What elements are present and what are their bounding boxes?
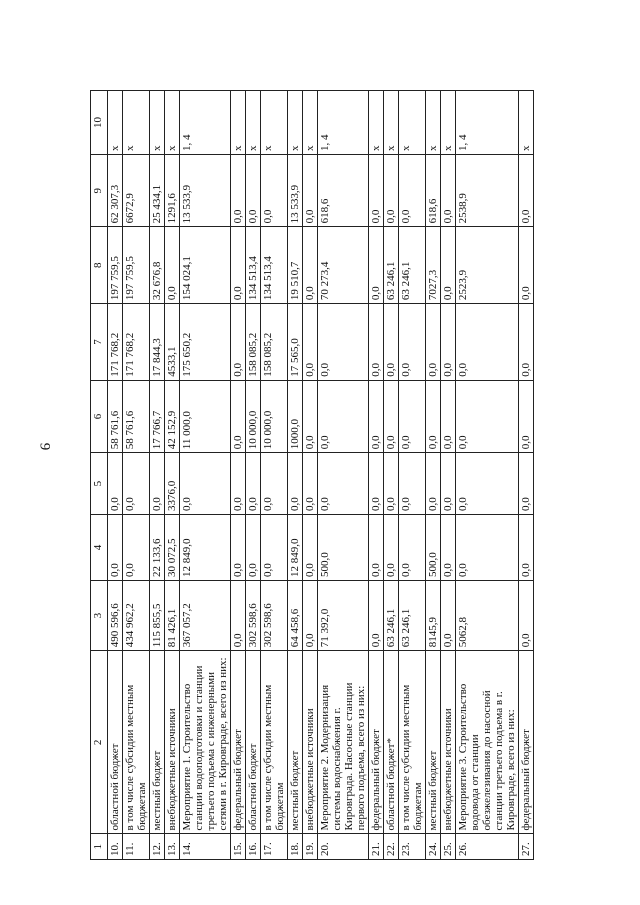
cell-value: 58 761,6 <box>123 380 150 452</box>
cell-value: 0,0 <box>108 453 123 515</box>
cell-value: 0,0 <box>384 380 399 452</box>
cell-value: x <box>246 91 261 155</box>
cell-value: 71 392,0 <box>318 580 369 650</box>
table-row <box>246 91 261 860</box>
cell-value: 0,0 <box>180 453 231 515</box>
cell-value: 302 598,6 <box>261 580 288 650</box>
cell-value: 0,0 <box>318 453 369 515</box>
cell-value: 618,6 <box>426 155 441 227</box>
cell-value: 0,0 <box>246 453 261 515</box>
column-header: 3 <box>91 580 108 650</box>
row-description: в том числе субсидии местным бюджетам <box>123 651 150 834</box>
cell-value: 62 307,3 <box>108 155 123 227</box>
row-number: 12. <box>150 834 165 860</box>
cell-value: 70 273,4 <box>318 227 369 304</box>
cell-value: 197 759,5 <box>108 227 123 304</box>
header-row <box>91 91 108 860</box>
cell-value: 6672,9 <box>123 155 150 227</box>
cell-value: 0,0 <box>369 155 384 227</box>
cell-value: 0,0 <box>150 453 165 515</box>
row-number: 19. <box>303 834 318 860</box>
cell-value: 1000,0 <box>288 380 303 452</box>
table-row <box>369 91 384 860</box>
cell-value: 0,0 <box>123 453 150 515</box>
cell-value: 0,0 <box>288 453 303 515</box>
cell-value: 0,0 <box>384 155 399 227</box>
cell-value: 10 000,0 <box>246 380 261 452</box>
cell-value: 0,0 <box>426 304 441 381</box>
row-description: внебюджетные источники <box>303 651 318 834</box>
cell-value: 81 426,1 <box>165 580 180 650</box>
cell-value: 63 246,1 <box>399 580 426 650</box>
table-row <box>384 91 399 860</box>
cell-value: 0,0 <box>303 514 318 580</box>
cell-value: 58 761,6 <box>108 380 123 452</box>
cell-value: 0,0 <box>456 514 519 580</box>
cell-value: 0,0 <box>231 380 246 452</box>
cell-value: 0,0 <box>519 580 534 650</box>
cell-value: 12 849,0 <box>288 514 303 580</box>
cell-value: 10 000,0 <box>261 380 288 452</box>
cell-value: 0,0 <box>456 380 519 452</box>
table-row <box>150 91 165 860</box>
cell-value: 13 533,9 <box>288 155 303 227</box>
cell-value: 500,0 <box>318 514 369 580</box>
cell-value: 0,0 <box>399 304 426 381</box>
row-number: 16. <box>246 834 261 860</box>
budget-table <box>90 90 534 860</box>
cell-value: 17 766,7 <box>150 380 165 452</box>
cell-value: 490 596,6 <box>108 580 123 650</box>
cell-value: 0,0 <box>441 453 456 515</box>
cell-value: 0,0 <box>231 453 246 515</box>
cell-value: 63 246,1 <box>399 227 426 304</box>
cell-value: 0,0 <box>519 227 534 304</box>
cell-value: 0,0 <box>399 514 426 580</box>
cell-value: 0,0 <box>231 227 246 304</box>
row-description: Мероприятие 1. Строительство станции водоподготовки и станции третьего подъема с инженерными сетями в г. Кировграде, всего из них: <box>180 651 231 834</box>
cell-value: 0,0 <box>441 514 456 580</box>
row-description: внебюджетные источники <box>165 651 180 834</box>
cell-value: 134 513,4 <box>261 227 288 304</box>
cell-value: 434 962,2 <box>123 580 150 650</box>
row-description: местный бюджет <box>426 651 441 834</box>
cell-value: 0,0 <box>303 380 318 452</box>
cell-value: 22 133,6 <box>150 514 165 580</box>
row-number: 23. <box>399 834 426 860</box>
cell-value: 175 650,2 <box>180 304 231 381</box>
column-header: 4 <box>91 514 108 580</box>
cell-value: x <box>261 91 288 155</box>
page-number: 9 <box>36 442 53 451</box>
row-number: 22. <box>384 834 399 860</box>
row-description: федеральный бюджет <box>519 651 534 834</box>
row-number: 10. <box>108 834 123 860</box>
cell-value: 0,0 <box>519 380 534 452</box>
table-row <box>426 91 441 860</box>
cell-value: 0,0 <box>303 227 318 304</box>
cell-value: 171 768,2 <box>108 304 123 381</box>
cell-value: 367 057,2 <box>180 580 231 650</box>
cell-value: 0,0 <box>384 514 399 580</box>
cell-value: 19 510,7 <box>288 227 303 304</box>
cell-value: 11 000,0 <box>180 380 231 452</box>
row-number: 13. <box>165 834 180 860</box>
cell-value: 171 768,2 <box>123 304 150 381</box>
table-row <box>108 91 123 860</box>
cell-value: 0,0 <box>519 304 534 381</box>
row-number: 25. <box>441 834 456 860</box>
cell-value: 500,0 <box>426 514 441 580</box>
table-row <box>399 91 426 860</box>
cell-value: 0,0 <box>231 304 246 381</box>
cell-value: 64 458,6 <box>288 580 303 650</box>
column-header: 9 <box>91 155 108 227</box>
table-row <box>318 91 369 860</box>
cell-value: 0,0 <box>441 227 456 304</box>
row-description: Мероприятие 2. Модернизация системы водоснабжения г. Кировграда. Насосные станции первого подъема, всего из них: <box>318 651 369 834</box>
table-row <box>231 91 246 860</box>
cell-value: 0,0 <box>441 304 456 381</box>
row-description: местный бюджет <box>288 651 303 834</box>
cell-value: 0,0 <box>261 453 288 515</box>
column-header: 7 <box>91 304 108 381</box>
cell-value: 3376,0 <box>165 453 180 515</box>
cell-value: 12 849,0 <box>180 514 231 580</box>
row-description: областной бюджет* <box>384 651 399 834</box>
cell-value: x <box>108 91 123 155</box>
row-number: 20. <box>318 834 369 860</box>
column-header: 2 <box>91 651 108 834</box>
cell-value: 0,0 <box>399 155 426 227</box>
cell-value: 0,0 <box>123 514 150 580</box>
row-description: федеральный бюджет <box>369 651 384 834</box>
cell-value: 0,0 <box>318 304 369 381</box>
cell-value: 0,0 <box>246 514 261 580</box>
cell-value: x <box>519 91 534 155</box>
row-number: 24. <box>426 834 441 860</box>
cell-value: 0,0 <box>369 580 384 650</box>
table-row <box>441 91 456 860</box>
cell-value: 0,0 <box>399 380 426 452</box>
row-number: 21. <box>369 834 384 860</box>
cell-value: 0,0 <box>384 453 399 515</box>
row-number: 18. <box>288 834 303 860</box>
cell-value: 0,0 <box>246 155 261 227</box>
row-description: в том числе субсидии местным бюджетам <box>261 651 288 834</box>
cell-value: 158 085,2 <box>261 304 288 381</box>
cell-value: 1, 4 <box>456 91 519 155</box>
cell-value: 134 513,4 <box>246 227 261 304</box>
table-row <box>288 91 303 860</box>
row-description: местный бюджет <box>150 651 165 834</box>
cell-value: 618,6 <box>318 155 369 227</box>
cell-value: 0,0 <box>369 304 384 381</box>
cell-value: 154 024,1 <box>180 227 231 304</box>
cell-value: 0,0 <box>231 514 246 580</box>
row-description: в том числе субсидии местным бюджетам <box>399 651 426 834</box>
cell-value: 0,0 <box>456 304 519 381</box>
cell-value: 0,0 <box>384 304 399 381</box>
table-body <box>108 91 534 860</box>
column-header: 1 <box>91 834 108 860</box>
cell-value: 2538,9 <box>456 155 519 227</box>
cell-value: x <box>303 91 318 155</box>
cell-value: x <box>231 91 246 155</box>
column-header: 5 <box>91 453 108 515</box>
row-number: 14. <box>180 834 231 860</box>
cell-value: 0,0 <box>165 227 180 304</box>
cell-value: x <box>399 91 426 155</box>
row-description: областной бюджет <box>246 651 261 834</box>
cell-value: x <box>426 91 441 155</box>
cell-value: 0,0 <box>303 155 318 227</box>
cell-value: 42 152,9 <box>165 380 180 452</box>
cell-value: x <box>288 91 303 155</box>
table-row <box>261 91 288 860</box>
table-row <box>165 91 180 860</box>
column-header: 6 <box>91 380 108 452</box>
cell-value: 0,0 <box>426 380 441 452</box>
cell-value: 0,0 <box>441 580 456 650</box>
cell-value: 0,0 <box>369 227 384 304</box>
cell-value: 302 598,6 <box>246 580 261 650</box>
row-number: 17. <box>261 834 288 860</box>
cell-value: 0,0 <box>399 453 426 515</box>
cell-value: 158 085,2 <box>246 304 261 381</box>
cell-value: 4533,1 <box>165 304 180 381</box>
cell-value: 8145,9 <box>426 580 441 650</box>
cell-value: x <box>384 91 399 155</box>
cell-value: x <box>369 91 384 155</box>
cell-value: x <box>150 91 165 155</box>
cell-value: 0,0 <box>456 453 519 515</box>
cell-value: 5062,8 <box>456 580 519 650</box>
column-header: 8 <box>91 227 108 304</box>
row-description: внебюджетные источники <box>441 651 456 834</box>
cell-value: 0,0 <box>231 580 246 650</box>
cell-value: 0,0 <box>261 155 288 227</box>
cell-value: 115 855,5 <box>150 580 165 650</box>
cell-value: 1291,6 <box>165 155 180 227</box>
cell-value: 63 246,1 <box>384 227 399 304</box>
cell-value: 1, 4 <box>318 91 369 155</box>
cell-value: 197 759,5 <box>123 227 150 304</box>
cell-value: 30 072,5 <box>165 514 180 580</box>
cell-value: 13 533,9 <box>180 155 231 227</box>
table-row <box>123 91 150 860</box>
cell-value: 0,0 <box>441 155 456 227</box>
cell-value: 0,0 <box>426 453 441 515</box>
cell-value: 63 246,1 <box>384 580 399 650</box>
row-description: федеральный бюджет <box>231 651 246 834</box>
cell-value: 17 844,3 <box>150 304 165 381</box>
table-row <box>303 91 318 860</box>
cell-value: 7027,3 <box>426 227 441 304</box>
table-row <box>519 91 534 860</box>
table-row <box>180 91 231 860</box>
budget-table-container <box>90 90 595 860</box>
cell-value: x <box>165 91 180 155</box>
row-number: 15. <box>231 834 246 860</box>
table-row <box>456 91 519 860</box>
cell-value: 0,0 <box>108 514 123 580</box>
row-description: Мероприятие 3. Строительство водовода от станции обезжелезивания до насосной станции третьего подъема в г. Кировграде, всего из них: <box>456 651 519 834</box>
cell-value: 0,0 <box>369 514 384 580</box>
row-number: 26. <box>456 834 519 860</box>
cell-value: x <box>441 91 456 155</box>
cell-value: 0,0 <box>231 155 246 227</box>
cell-value: 0,0 <box>303 453 318 515</box>
row-description: областной бюджет <box>108 651 123 834</box>
cell-value: 2523,9 <box>456 227 519 304</box>
column-header: 10 <box>91 91 108 155</box>
row-number: 11. <box>123 834 150 860</box>
cell-value: 1, 4 <box>180 91 231 155</box>
cell-value: 25 434,1 <box>150 155 165 227</box>
cell-value: 0,0 <box>519 514 534 580</box>
cell-value: 0,0 <box>441 380 456 452</box>
cell-value: 0,0 <box>369 380 384 452</box>
cell-value: 0,0 <box>261 514 288 580</box>
cell-value: 0,0 <box>369 453 384 515</box>
cell-value: 0,0 <box>519 453 534 515</box>
cell-value: 0,0 <box>303 304 318 381</box>
row-number: 27. <box>519 834 534 860</box>
cell-value: 0,0 <box>519 155 534 227</box>
cell-value: 0,0 <box>318 380 369 452</box>
cell-value: 32 676,8 <box>150 227 165 304</box>
cell-value: x <box>123 91 150 155</box>
cell-value: 17 565,0 <box>288 304 303 381</box>
cell-value: 0,0 <box>303 580 318 650</box>
